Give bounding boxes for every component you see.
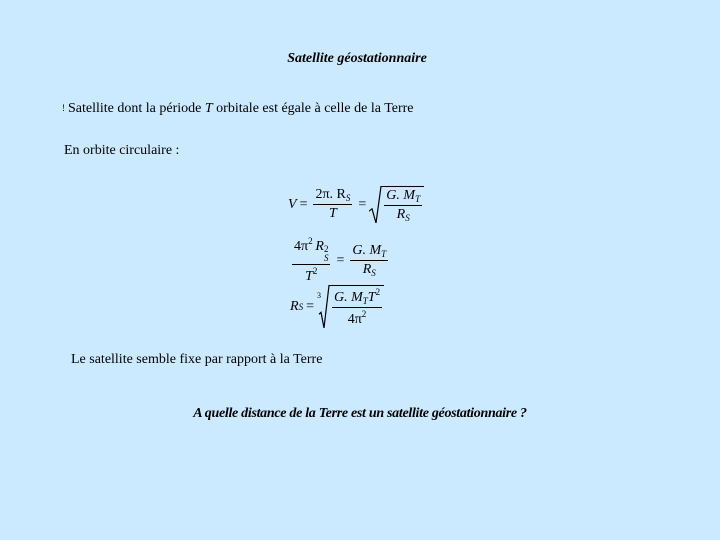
slide-title: Satellite géostationnaire [287, 51, 427, 66]
eq1-equals-2: = [358, 196, 367, 212]
equation-velocity [288, 186, 424, 223]
question-text: A quelle distance de la Terre est un satellite géostationnaire ? [193, 406, 527, 421]
radical-icon [369, 186, 382, 223]
orbit-label: En orbite circulaire : [64, 143, 180, 158]
eq3-equals: = [306, 298, 314, 314]
square-root: $\frac{G. M_T}{R_S}$ [369, 186, 424, 223]
period-variable: T [204, 101, 213, 116]
definition-text-before: Satellite dont la période [68, 101, 205, 116]
eq2-rhs-fraction: $\frac{G. M_T}{R_S}$ [352, 243, 387, 278]
cube-root: 3 $\frac{G. M_TT^2}{4\pi^2}$ [317, 285, 384, 328]
eq2-equals: = [336, 252, 345, 268]
cube-root-icon: 3 [317, 285, 330, 328]
eq1-lhs: V [288, 196, 297, 212]
equation-radius: R S = 3 $\frac{G. M_TT^2}{4\pi^2}$ [290, 285, 384, 328]
equation-kepler [289, 236, 391, 285]
fixed-note: Le satellite semble fixe par rapport à la Terre [71, 352, 323, 367]
eq1-num: 2π. R [315, 187, 346, 202]
bullet-icon: ! [62, 103, 65, 113]
eq1-equals-1: = [299, 196, 308, 212]
definition-text-after: orbitale est égale à celle de la Terre [212, 101, 414, 116]
definition-line [62, 101, 414, 117]
eq2-lhs-fraction: $4\pi^2$ R 2 S $T^2$ [294, 236, 329, 284]
eq1-fraction: $\frac{2\pi. R_S}{T}$ [315, 187, 351, 221]
eq1-den: T [329, 206, 337, 221]
eq3-lhs: R [290, 298, 299, 314]
